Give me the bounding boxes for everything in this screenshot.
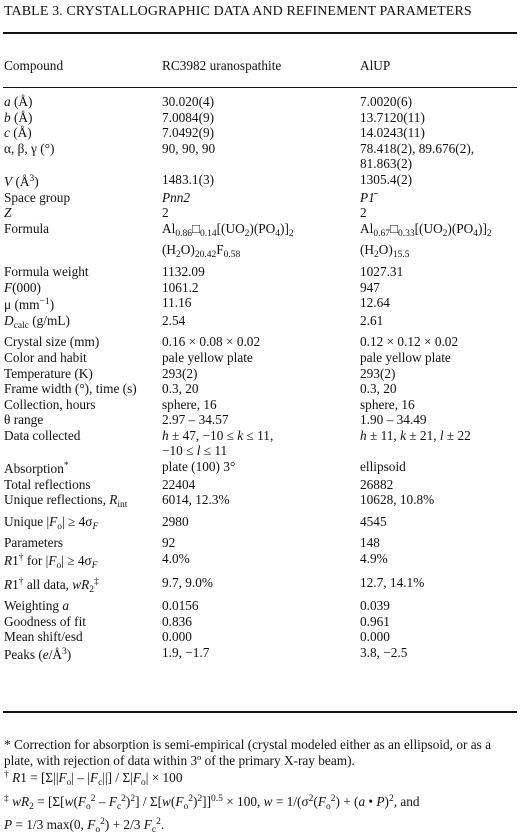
table-row <box>4 397 518 413</box>
value-alup: 1305.4(2) <box>360 171 413 187</box>
value-rc: 1132.09 <box>162 263 205 279</box>
table-row <box>4 334 518 350</box>
table-row <box>4 575 518 599</box>
value-alup: 13.7120(11) <box>360 109 425 125</box>
value-rc: 2.97 – 34.57 <box>162 412 229 428</box>
value-alup: P1̄ <box>360 189 375 205</box>
param-total-reflections: Total reflections <box>4 476 91 492</box>
param-peaks: Peaks $(e/Å^3)$ <box>4 647 72 662</box>
param-parameters: Parameters <box>4 535 64 551</box>
table-row <box>4 280 518 296</box>
value-rc: 0.836 <box>162 613 192 629</box>
param-formula-weight: Formula weight <box>4 263 89 279</box>
param-c: c (Å) <box>4 125 32 141</box>
param-unique-reflections: Unique reflections, $R_{int}$ <box>4 492 128 511</box>
value-rc: 22404 <box>162 476 196 492</box>
param-z: Z <box>4 205 12 221</box>
table-notes <box>4 737 516 839</box>
top-rule <box>3 32 517 34</box>
value-rc: 1483.1(3) <box>162 171 215 187</box>
table-header <box>4 58 518 74</box>
value-rc: 92 <box>162 535 176 551</box>
value-rc: 0.3, 20 <box>162 381 199 397</box>
table-title: TABLE 3. CRYSTALLOGRAPHIC DATA AND REFINEMENT PARAMETERS <box>4 4 472 19</box>
param-mu: μ $(mm^{-1})$ <box>4 297 55 313</box>
table-row <box>4 514 518 536</box>
value-alup: 78.418(2), 89.676(2), 81.863(2) <box>360 140 475 172</box>
value-alup: 12.64 <box>360 295 390 311</box>
value-alup: 14.0243(11) <box>360 125 425 141</box>
param-formula: Formula <box>4 220 50 236</box>
value-alup: 1.90 – 34.49 <box>360 412 427 428</box>
table-row <box>4 295 518 313</box>
value-alup: h ± 11, k ± 21, l ± 22 <box>360 427 471 443</box>
value-rc: 1.9, −1.7 <box>162 645 210 660</box>
param-goodness: Goodness of fit <box>4 613 86 629</box>
bottom-rule <box>3 711 517 713</box>
value-rc: 6014, 12.3% <box>162 492 230 508</box>
table-row <box>4 350 518 366</box>
table-row <box>4 381 518 397</box>
value-alup: 0.039 <box>360 598 390 614</box>
value-rc: plate (100) 3° <box>162 459 236 475</box>
value-alup: 0.961 <box>360 613 390 629</box>
table-row <box>4 141 518 172</box>
param-data-collected: Data collected <box>4 427 81 443</box>
value-alup: 2 <box>360 205 367 221</box>
table-row <box>4 110 518 126</box>
param-collection: Collection, hours <box>4 396 96 412</box>
header-alup: AlUP <box>360 58 391 73</box>
value-rc: 0.0156 <box>162 598 199 614</box>
table-row <box>4 492 518 514</box>
table-row <box>4 598 518 614</box>
table-row <box>4 459 518 477</box>
value-rc: 2.54 <box>162 312 186 328</box>
param-absorption: Absorption* <box>4 461 69 477</box>
value-rc: 1061.2 <box>162 279 199 295</box>
value-alup: 12.7, 14.1% <box>360 574 425 590</box>
param-crystal-size: Crystal size (mm) <box>4 334 100 350</box>
table-row <box>4 313 518 335</box>
value-rc: 4.0% <box>162 551 190 567</box>
param-b: b (Å) <box>4 109 33 125</box>
table-row <box>4 428 518 459</box>
param-angles: α, β, γ (°) <box>4 140 55 156</box>
value-alup: ellipsoid <box>360 459 406 475</box>
value-alup: 4545 <box>360 513 387 529</box>
value-rc: 0.16 × 0.08 × 0.02 <box>162 334 261 350</box>
value-rc: 7.0084(9) <box>162 109 215 125</box>
value-alup: 148 <box>360 535 380 551</box>
table-row <box>4 477 518 493</box>
param-r1-all: R1† all data, $wR_2^\ddagger$ <box>4 576 99 595</box>
table-row <box>4 94 518 110</box>
note-p: P = 1/3 max(0, $F_o^2) + 2/3$ $F_c^2$. <box>4 817 165 836</box>
value-alup: 0.3, 20 <box>360 381 397 397</box>
param-theta: θ range <box>4 412 44 428</box>
value-rc: 0.000 <box>162 629 192 645</box>
param-frame-width: Frame width (°), time (s) <box>4 381 137 397</box>
table-row <box>4 535 518 551</box>
param-f000: F(000) <box>4 279 41 295</box>
table-row <box>4 614 518 630</box>
param-temperature: Temperature (K) <box>4 365 93 381</box>
table-row <box>4 221 518 264</box>
table-row <box>4 412 518 428</box>
value-alup: 10628, 10.8% <box>360 492 435 508</box>
value-alup: 947 <box>360 279 380 295</box>
value-rc: 90, 90, 90 <box>162 140 216 156</box>
table-row <box>4 629 518 645</box>
value-alup: 0.000 <box>360 629 390 645</box>
note-wr2: ‡ $wR_2 = [\Sigma[w(F_o^2 - F_c^2)^2] / \Sigma[w(F_o^2)^2]]^{0.5} \times 100$, $w = 1/(\sigma^2(F_o^2) + (a$ • P)$^2$, and <box>4 793 420 812</box>
value-rc: sphere, 16 <box>162 396 217 412</box>
table-row <box>4 264 518 280</box>
table-row <box>4 551 518 575</box>
value-alup: 293(2) <box>360 365 396 381</box>
param-unique-fo: Unique $|F_o| \ge 4\sigma_F$ <box>4 513 99 532</box>
value-rc: pale yellow plate <box>162 349 253 365</box>
value-rc: $Al_{0.86}□_{0.14}[(UO_2)(PO_4)]_2$ $(H_2O)_{20.42}F_{0.58}$ <box>162 220 294 261</box>
value-rc: 9.7, 9.0% <box>162 574 213 590</box>
value-rc: 293(2) <box>162 365 198 381</box>
table-row <box>4 205 518 221</box>
header-rule <box>3 87 517 88</box>
param-volume: V $(Å^3)$ <box>4 173 39 189</box>
value-rc: 2 <box>162 205 169 221</box>
value-rc: 2980 <box>162 513 189 529</box>
value-alup: sphere, 16 <box>360 396 415 412</box>
param-r1: R1† for $|F_o| \ge 4\sigma_F$ <box>4 553 98 572</box>
note-absorption: * Correction for absorption is semi-empirical (crystal modeled either as an ellipsoid, or as a plate, with rejection of data within 3º of the primary X-ray beam). <box>4 737 492 768</box>
table-row <box>4 190 518 206</box>
data-table <box>4 94 518 663</box>
value-alup: 1027.31 <box>360 263 404 279</box>
value-rc: h ± 47, −10 ≤ k ≤ 11, −10 ≤ l ≤ 11 <box>162 427 274 459</box>
header-compound: Compound <box>4 58 64 73</box>
param-weighting: Weighting a <box>4 598 70 614</box>
table-row <box>4 172 518 190</box>
value-alup: 3.8, −2.5 <box>360 645 408 660</box>
value-rc: 7.0492(9) <box>162 125 215 141</box>
value-rc: 11.16 <box>162 295 192 311</box>
value-alup: $Al_{0.67}□_{0.33}[(UO_2)(PO_4)]_2$ $(H_2O)_{15.5}$ <box>360 220 492 261</box>
value-alup: 0.12 × 0.12 × 0.02 <box>360 334 459 350</box>
param-dcalc: $D_{calc}$ (g/mL) <box>4 312 70 331</box>
param-space-group: Space group <box>4 189 71 205</box>
note-r1: † $R1 = [\Sigma||F_o| - |F_c||] / \Sigma|F_o| \times 100$ <box>4 770 183 789</box>
table-row <box>4 366 518 382</box>
value-alup: 4.9% <box>360 551 388 567</box>
value-alup: 2.61 <box>360 312 384 328</box>
table-row <box>4 125 518 141</box>
value-alup: pale yellow plate <box>360 349 451 365</box>
header-rc3982: RC3982 uranospathite <box>162 58 282 73</box>
value-rc: 30.020(4) <box>162 94 215 109</box>
param-a: a (Å) <box>4 94 33 109</box>
value-alup: 7.0020(6) <box>360 94 413 109</box>
param-mean-shift: Mean shift/esd <box>4 629 83 645</box>
table-row <box>4 645 518 663</box>
value-alup: 26882 <box>360 476 394 492</box>
value-rc: Pnn2 <box>162 189 191 205</box>
param-color: Color and habit <box>4 349 87 365</box>
